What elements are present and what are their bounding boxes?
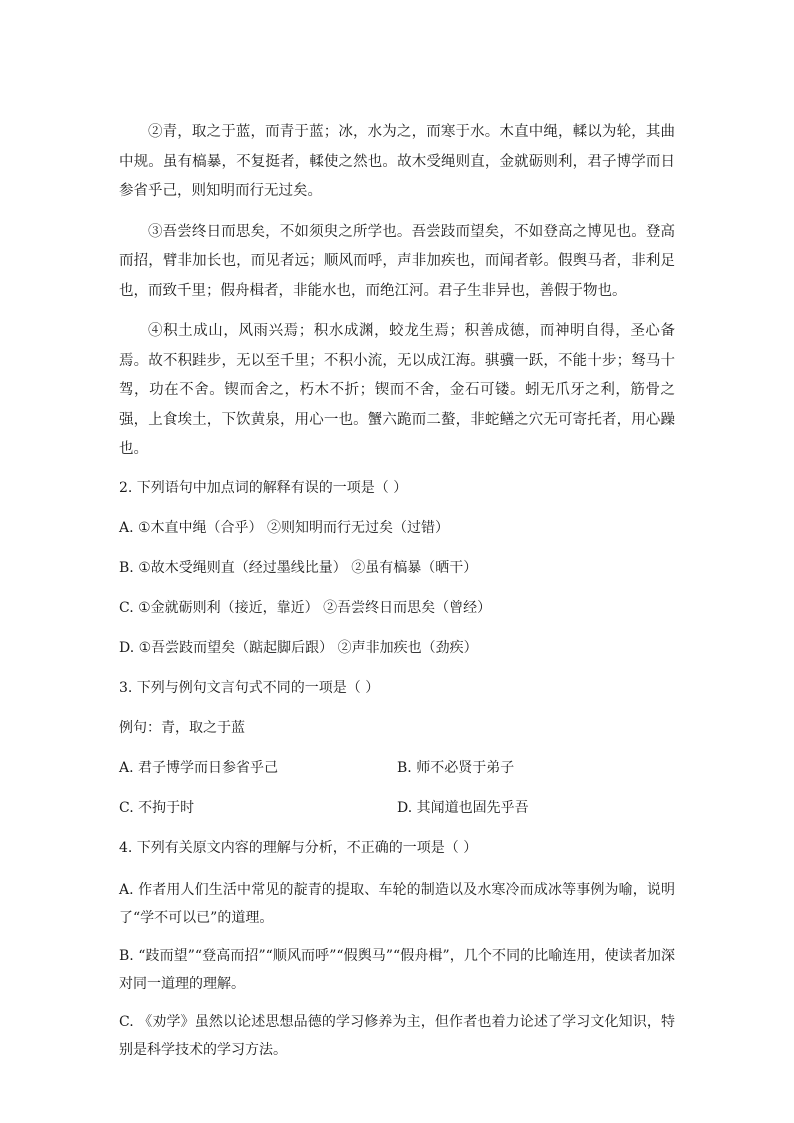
question-3-option-c: C. 不拘于时: [119, 799, 195, 816]
question-3-options-row-2: [119, 796, 675, 820]
question-2: [119, 476, 675, 660]
question-3: [119, 676, 675, 820]
question-4: [119, 836, 675, 1064]
question-4-stem: 4. 下列有关原文内容的理解与分析，不正确的一项是（ ）: [119, 839, 478, 856]
question-3-option-d: D. 其闻道也固先乎吾: [397, 799, 529, 816]
question-2-option-b: B. ①故木受绳则直（经过墨线比量） ②虽有槁暴（晒干）: [119, 559, 478, 576]
question-4-option-c: C. 《劝学》虽然以论述思想品德的学习修养为主，但作者也着力论述了学习文化知识，特别是科学技术的学习方法。: [119, 1013, 675, 1058]
passage-paragraph-2: ②青，取之于蓝，而青于蓝；冰，水为之，而寒于水。木直中绳，輮以为轮，其曲中规。虽有槁暴，不复挺者，輮使之然也。故木受绳则直，金就砺则利，君子博学而日参省乎己，则知明而行无过矣。: [119, 124, 675, 199]
question-4-option-a: A. 作者用人们生活中常见的靛青的提取、车轮的制造以及水寒冷而成冰等事例为喻，说明了“学不可以已”的道理。: [119, 881, 675, 926]
question-2-option-c: C. ①金就砺则利（接近，靠近） ②吾尝终日而思矣（曾经）: [119, 599, 492, 616]
question-2-option-d: D. ①吾尝跂而望矣（踮起脚后跟） ②声非加疾也（劲疾）: [119, 639, 478, 656]
question-2-option-a: A. ①木直中绳（合乎） ②则知明而行无过矣（过错）: [119, 519, 450, 536]
question-3-example: 例句：青，取之于蓝: [119, 719, 245, 736]
question-4-option-b: B. “跂而望”“登高而招”“顺风而呼”“假舆马”“假舟楫”，几个不同的比喻连用，使读者加深对同一道理的理解。: [119, 947, 675, 992]
question-3-options-row-1: [119, 756, 675, 780]
passage-paragraph-3: ③吾尝终日而思矣，不如须臾之所学也。吾尝跂而望矣，不如登高之博见也。登高而招，臂非加长也，而见者远；顺风而呼，声非加疾也，而闻者彰。假舆马者，非利足也，而致千里；假舟楫者，非能水也，而绝江河。君子生非异也，善假于物也。: [119, 223, 675, 299]
document-page: [119, 118, 675, 1074]
question-3-option-a: A. 君子博学而日参省乎己: [119, 759, 279, 776]
passage-paragraph-4: ④积土成山，风雨兴焉；积水成渊，蛟龙生焉；积善成德，而神明自得，圣心备焉。故不积跬步，无以至千里；不积小流，无以成江海。骐骥一跃，不能十步；驽马十驾，功在不舍。锲而舍之，朽木不折；锲而不舍，金石可镂。蚓无爪牙之利，筋骨之强，上食埃土，下饮黄泉，用心一也。蟹六跪而二螯，非蛇鳝之穴无可寄托者，用心躁也。: [119, 323, 675, 457]
question-3-stem: 3. 下列与例句文言句式不同的一项是（ ）: [119, 679, 380, 696]
question-3-option-b: B. 师不必贤于弟子: [397, 759, 515, 776]
question-2-stem: 2. 下列语句中加点词的解释有误的一项是（ ）: [119, 479, 408, 496]
